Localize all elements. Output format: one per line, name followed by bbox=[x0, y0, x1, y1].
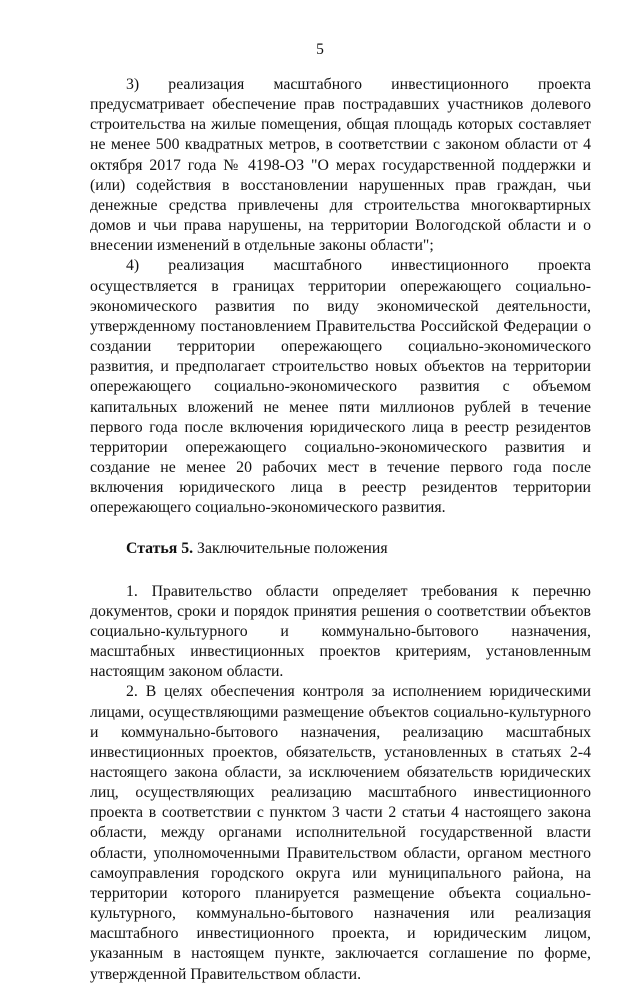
paragraph-clause-1: 1. Правительство области определяет требования к перечню документов, сроки и порядок принятия решения о соответствии объектов социально-культурного и коммунально-бытового назначения, масштабных инвестиционных проектов критериям, установленным настоящим законом области. bbox=[90, 582, 591, 681]
paragraph-item-4: 4) реализация масштабного инвестиционного проекта осуществляется в границах территории опережающего социально-экономического развития по виду экономической деятельности, утвержденному постановлением Правительства Российской Федерации о создании территории опережающего социально-экономического развития, и предполагает строительство новых объектов на территории опережающего социально-экономического развития с объемом капитальных вложений не менее пяти миллионов рублей в течение первого года после включения юридического лица в реестр резидентов территории опережающего социально-экономического развития и создание не менее 20 рабочих мест в течение первого года после включения юридического лица в реестр резидентов территории опережающего социально-экономического развития. bbox=[90, 257, 591, 517]
article-title: Заключительные положения bbox=[193, 540, 388, 558]
paragraph-item-3: 3) реализация масштабного инвестиционного проекта предусматривает обеспечение прав пострадавших участников долевого строительства на жилые помещения, общая площадь которых составляет не менее 500 квадратных метров, в соответствии с законом области от 4 октября 2017 года № 4198-ОЗ "О мерах государственной поддержки и (или) содействия в восстановлении нарушенных прав граждан, чьи денежные средства привлечены для строительства многоквартирных домов и чьи права нарушены, на территории Вологодской области и о внесении изменений в отдельные законы области"; bbox=[90, 76, 591, 255]
paragraph-clause-2: 2. В целях обеспечения контроля за исполнением юридическими лицами, осуществляющими размещение объектов социально-культурного и коммунально-бытового назначения, реализацию масштабных инвестиционных проектов, обязательств, установленных в статьях 2-4 настоящего закона области, за исключением обязательств юридических лиц, осуществляющих реализацию масштабного инвестиционного проекта в соответствии с пунктом 3 части 2 статьи 4 настоящего закона области, между органами исполнительной государственной власти области, уполномоченными Правительством области, органом местного самоуправления городского округа или муниципального района, на территории которого планируется размещение объекта социально-культурного, коммунально-бытового назначения или реализация масштабного инвестиционного проекта, и юридическим лицом, указанным в настоящем пункте, заключается соглашение по форме, утвержденной Правительством области. bbox=[90, 683, 591, 983]
page-number: 5 bbox=[316, 41, 324, 58]
document-body bbox=[90, 75, 591, 985]
article-label: Статья 5. bbox=[126, 540, 194, 558]
article-heading bbox=[90, 539, 591, 559]
